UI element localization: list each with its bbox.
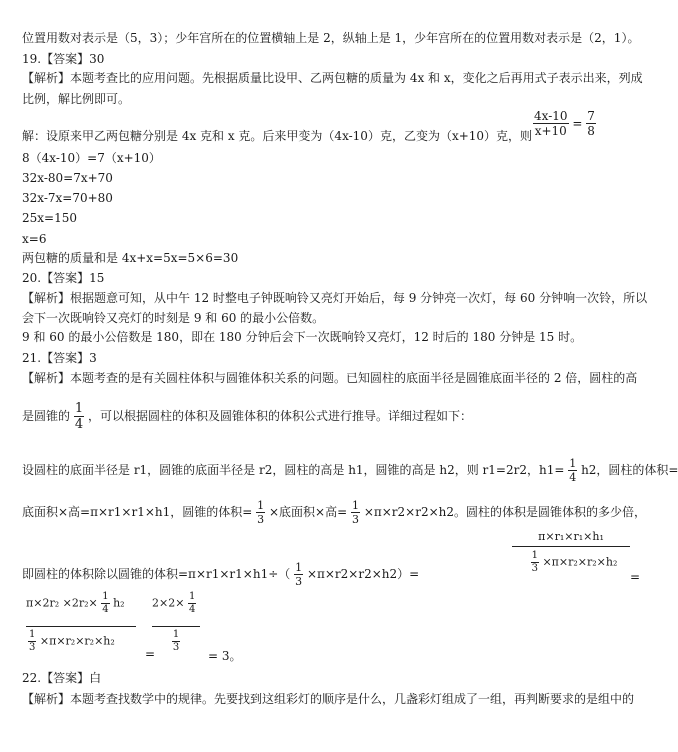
- text-line-with-fraction: 设圆柱的底面半径是 r1，圆锥的底面半径是 r2，圆柱的高是 h1，圆锥的高是 h2，则 r1=2r2，h1= $\frac{1}{4}$ h2，圆柱的体积=: [22, 457, 678, 484]
- text-line-with-fraction: 是圆锥的 $\frac{1}{4}$ ，可以根据圆柱的体积及圆锥体积的体积公式进行推导。详细过程如下：: [22, 401, 472, 432]
- big-fraction-denominator: $\frac{1}{3}$: [172, 629, 180, 653]
- equation-line: 32x-80=7x+70: [22, 171, 113, 185]
- equation-line: x=6: [22, 232, 47, 246]
- analysis-22: 【解析】本题考查找数学中的规律。先要找到这组彩灯的顺序是什么，几盏彩灯组成了一组，再判断要求的是组中的: [22, 692, 635, 706]
- fraction-bar: [26, 626, 136, 627]
- big-fraction-numerator: π×r₁×r₁×h₁: [538, 530, 604, 543]
- result-value: = 3。: [208, 649, 242, 663]
- big-fraction-numerator: π×2r₂ ×2r₂× $\frac{1}{4}$ h₂: [26, 591, 125, 615]
- one-quarter-fraction: $\frac{1}{4}$: [74, 401, 84, 432]
- analysis-20: 【解析】根据题意可知，从中午 12 时整电子钟既响铃又亮灯开始后，每 9 分钟亮一次灯，每 60 分钟响一次铃，所以: [22, 291, 648, 305]
- one-quarter-fraction: $\frac{1}{4}$: [569, 457, 577, 484]
- fraction-bar: [152, 626, 200, 627]
- text-line: 会下一次既响铃又亮灯的时刻是 9 和 60 的最小公倍数。: [22, 311, 325, 325]
- text-line: 位置用数对表示是（5，3）；少年宫所在的位置横轴上是 2，纵轴上是 1，少年宫所在的位置用数对表示是（2，1）。: [22, 31, 640, 45]
- big-fraction-numerator: 2×2× $\frac{1}{4}$: [152, 591, 196, 615]
- answer-20: 20.【答案】15: [22, 271, 105, 285]
- ratio-fraction: $\frac{4x-10}{x+10}$: [534, 109, 568, 138]
- solution-line: 解：设原来甲乙两包糖分别是 4x 克和 x 克。后来甲变为（4x-10）克，乙变为（x+10）克，则: [22, 129, 533, 143]
- text-line: 比例，解比例即可。: [22, 92, 131, 106]
- result-line: 两包糖的质量和是 4x+x=5x=5×6=30: [22, 251, 239, 265]
- answer-19: 19.【答案】30: [22, 52, 105, 66]
- ratio-equation: $\frac{4x-10}{x+10}$ = $\frac{7}{8}$: [534, 109, 595, 138]
- fraction-bar: [512, 546, 630, 547]
- one-third-fraction: $\frac{1}{3}$: [257, 499, 265, 526]
- big-fraction-denominator: $\frac{1}{3}$ ×π×r₂×r₂×h₂: [29, 629, 115, 653]
- equals-sign: =: [145, 647, 156, 661]
- analysis-21: 【解析】本题考查的是有关圆柱体积与圆锥体积关系的问题。已知圆柱的底面半径是圆锥底面半径的 2 倍，圆柱的高: [22, 371, 638, 385]
- text-line: 9 和 60 的最小公倍数是 180，即在 180 分钟后会下一次既响铃又亮灯，12 时后的 180 分钟是 15 时。: [22, 330, 583, 344]
- equation-line: 8（4x-10）=7（x+10）: [22, 151, 161, 165]
- one-third-fraction: $\frac{1}{3}$: [351, 499, 359, 526]
- text-line-with-fraction: 底面积×高=π×r1×r1×h1，圆锥的体积= $\frac{1}{3}$ ×底面积×高= $\frac{1}{3}$ ×π×r2×r2×h2。圆柱的体积是圆锥体积的多少倍，: [22, 499, 647, 526]
- answer-21: 21.【答案】3: [22, 351, 97, 365]
- big-fraction-denominator: $\frac{1}{3}$ ×π×r₂×r₂×h₂: [531, 550, 618, 574]
- one-third-fraction: $\frac{1}{3}$: [295, 561, 303, 588]
- ratio-rhs-fraction: $\frac{7}{8}$: [587, 109, 595, 138]
- equation-line: 32x-7x=70+80: [22, 191, 113, 205]
- analysis-19: 【解析】本题考查比的应用问题。先根据质量比设甲、乙两包糖的质量为 4x 和 x，变化之后再用式子表示出来，列成: [22, 71, 643, 85]
- equation-line: 25x=150: [22, 211, 77, 225]
- text-line-with-fraction: 即圆柱的体积除以圆锥的体积=π×r1×r1×h1÷（ $\frac{1}{3}$ ×π×r2×r2×h2）=: [22, 561, 420, 588]
- answer-22: 22.【答案】白: [22, 671, 102, 685]
- equals-sign: =: [630, 570, 641, 584]
